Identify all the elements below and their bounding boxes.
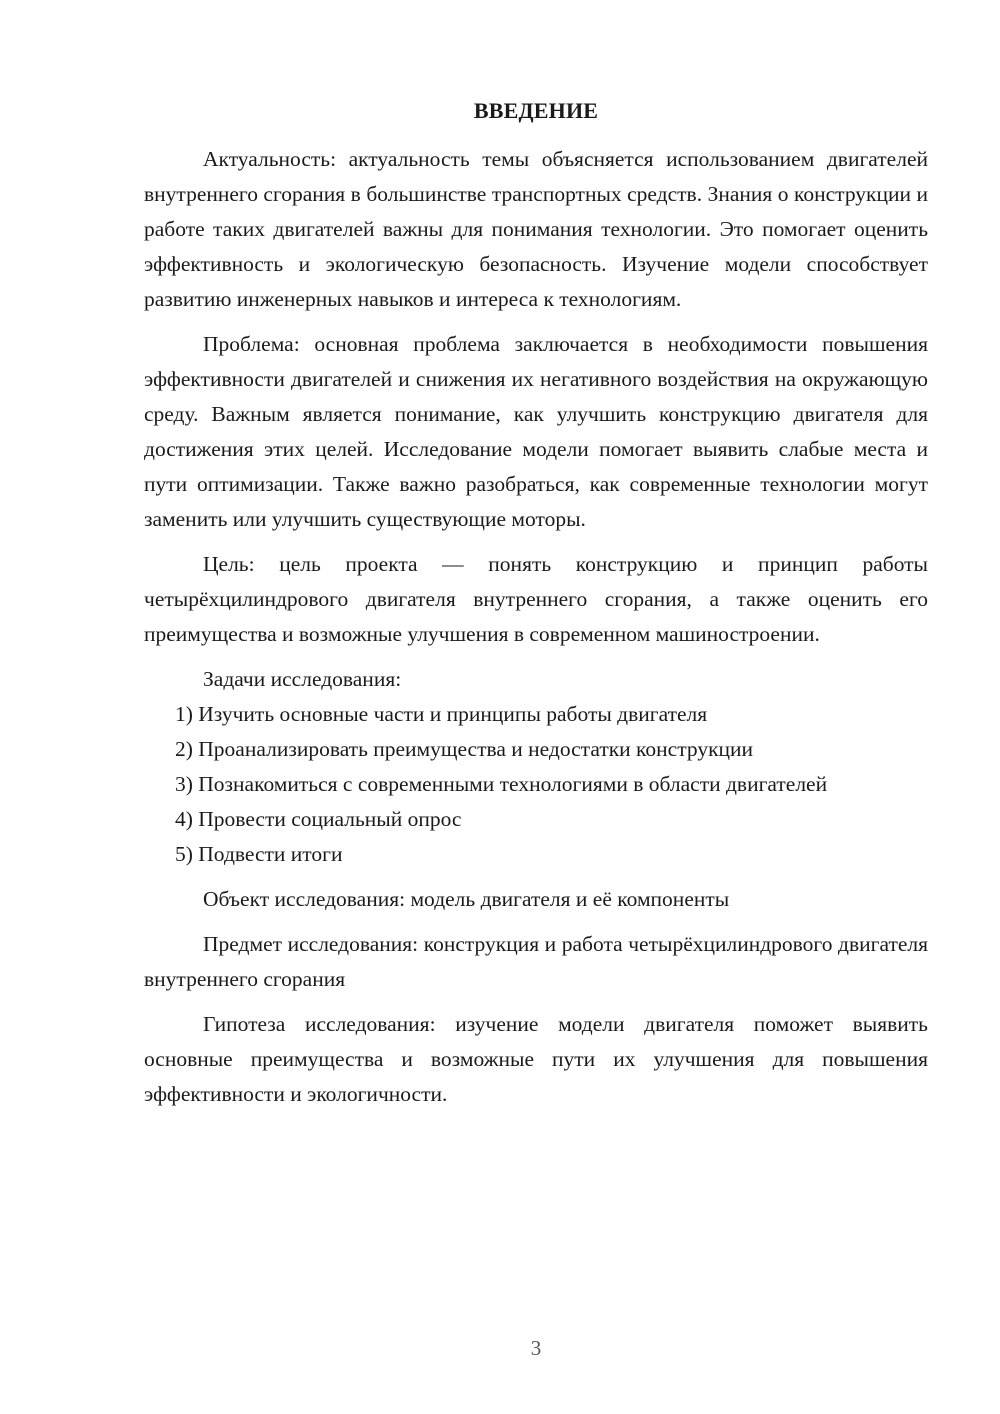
task-item: 2) Проанализировать преимущества и недостатки конструкции [175,737,754,761]
paragraph-object: Объект исследования: модель двигателя и её компоненты [203,887,730,911]
page-title: ВВЕДЕНИЕ [473,98,599,123]
task-item: 3) Познакомиться с современными технологиями в области двигателей [175,772,828,796]
task-item: 1) Изучить основные части и принципы работы двигателя [175,702,708,726]
document-body [144,142,928,1112]
task-item: 5) Подвести итоги [175,842,343,866]
paragraph-hypothesis: Гипотеза исследования: изучение модели двигателя поможет выявить основные преимущества и возможные пути их улучшения для повышения эффективности и экологичности. [144,1012,928,1106]
paragraph-relevance: Актуальность: актуальность темы объясняется использованием двигателей внутреннего сгорания в большинстве транспортных средств. Знания о конструкции и работе таких двигателей важны для понимания технологии. Это помогает оценить эффективность и экологическую безопасность. Изучение модели способствует развитию инженерных навыков и интереса к технологиям. [144,147,928,311]
task-item: 4) Провести социальный опрос [175,807,462,831]
paragraph-goal: Цель: цель проекта — понять конструкцию и принцип работы четырёхцилиндрового двигателя внутреннего сгорания, а также оценить его преимущества и возможные улучшения в современном машиностроении. [144,552,928,646]
paragraph-problem: Проблема: основная проблема заключается в необходимости повышения эффективности двигателей и снижения их негативного воздействия на окружающую среду. Важным является понимание, как улучшить конструкцию двигателя для достижения этих целей. Исследование модели помогает выявить слабые места и пути оптимизации. Также важно разобраться, как современные технологии могут заменить или улучшить существующие моторы. [144,332,928,531]
tasks-title: Задачи исследования: [203,667,402,691]
page-number: 3 [530,1336,542,1360]
paragraph-subject: Предмет исследования: конструкция и работа четырёхцилиндрового двигателя внутреннего сгорания [144,932,928,991]
